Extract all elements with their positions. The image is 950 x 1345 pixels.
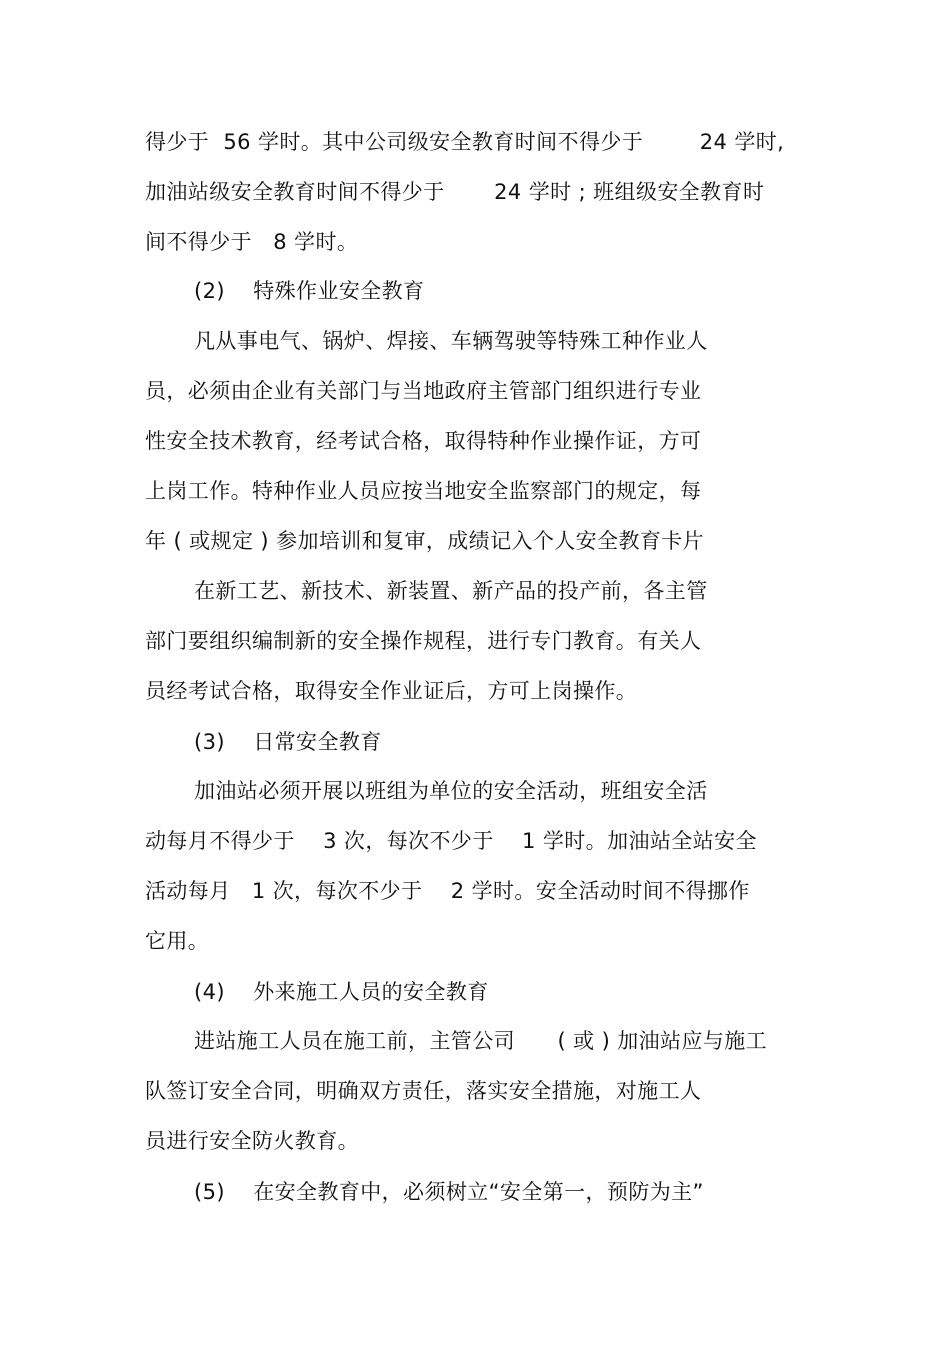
text-line: 加油站级安全教育时间不得少于 24 学时 ; 班组级安全教育时 <box>145 180 765 204</box>
text-line: 它用。 <box>145 929 210 953</box>
text-line: 得少于 56 学时。其中公司级安全教育时间不得少于 24 学时, <box>145 130 785 154</box>
text-line: 上岗工作。特种作业人员应按当地安全监察部门的规定，每 <box>145 479 702 503</box>
text-line: 加油站必须开展以班组为单位的安全活动，班组安全活 <box>194 779 708 803</box>
text-line: 间不得少于 8 学时。 <box>145 230 359 254</box>
text-line: 部门要组织编制新的安全操作规程，进行专门教育。有关人 <box>145 629 702 653</box>
text-line: 活动每月 1 次，每次不少于 2 学时。安全活动时间不得挪作 <box>145 879 750 903</box>
text-line: 在新工艺、新技术、新装置、新产品的投产前，各主管 <box>194 579 708 603</box>
section-heading-5: (5) 在安全教育中，必须树立“安全第一，预防为主” <box>194 1180 704 1204</box>
text-line: 凡从事电气、锅炉、焊接、车辆驾驶等特殊工种作业人 <box>194 329 708 353</box>
text-line: 员进行安全防火教育。 <box>145 1129 359 1153</box>
section-heading-4: (4) 外来施工人员的安全教育 <box>194 980 489 1004</box>
section-heading-3: (3) 日常安全教育 <box>194 730 382 754</box>
text-line: 进站施工人员在施工前，主管公司 ( 或 ) 加油站应与施工 <box>194 1029 768 1053</box>
text-line: 员经考试合格，取得安全作业证后，方可上岗操作。 <box>145 679 638 703</box>
text-line: 动每月不得少于 3 次，每次不少于 1 学时。加油站全站安全 <box>145 829 757 853</box>
text-line: 性安全技术教育，经考试合格，取得特种作业操作证，方可 <box>145 429 702 453</box>
text-line: 队签订安全合同，明确双方责任，落实安全措施，对施工人 <box>145 1079 702 1103</box>
text-line: 员，必须由企业有关部门与当地政府主管部门组织进行专业 <box>145 379 702 403</box>
text-line: 年 ( 或规定 ) 参加培训和复审，成绩记入个人安全教育卡片 <box>145 529 705 553</box>
section-heading-2: (2) 特殊作业安全教育 <box>194 279 425 303</box>
